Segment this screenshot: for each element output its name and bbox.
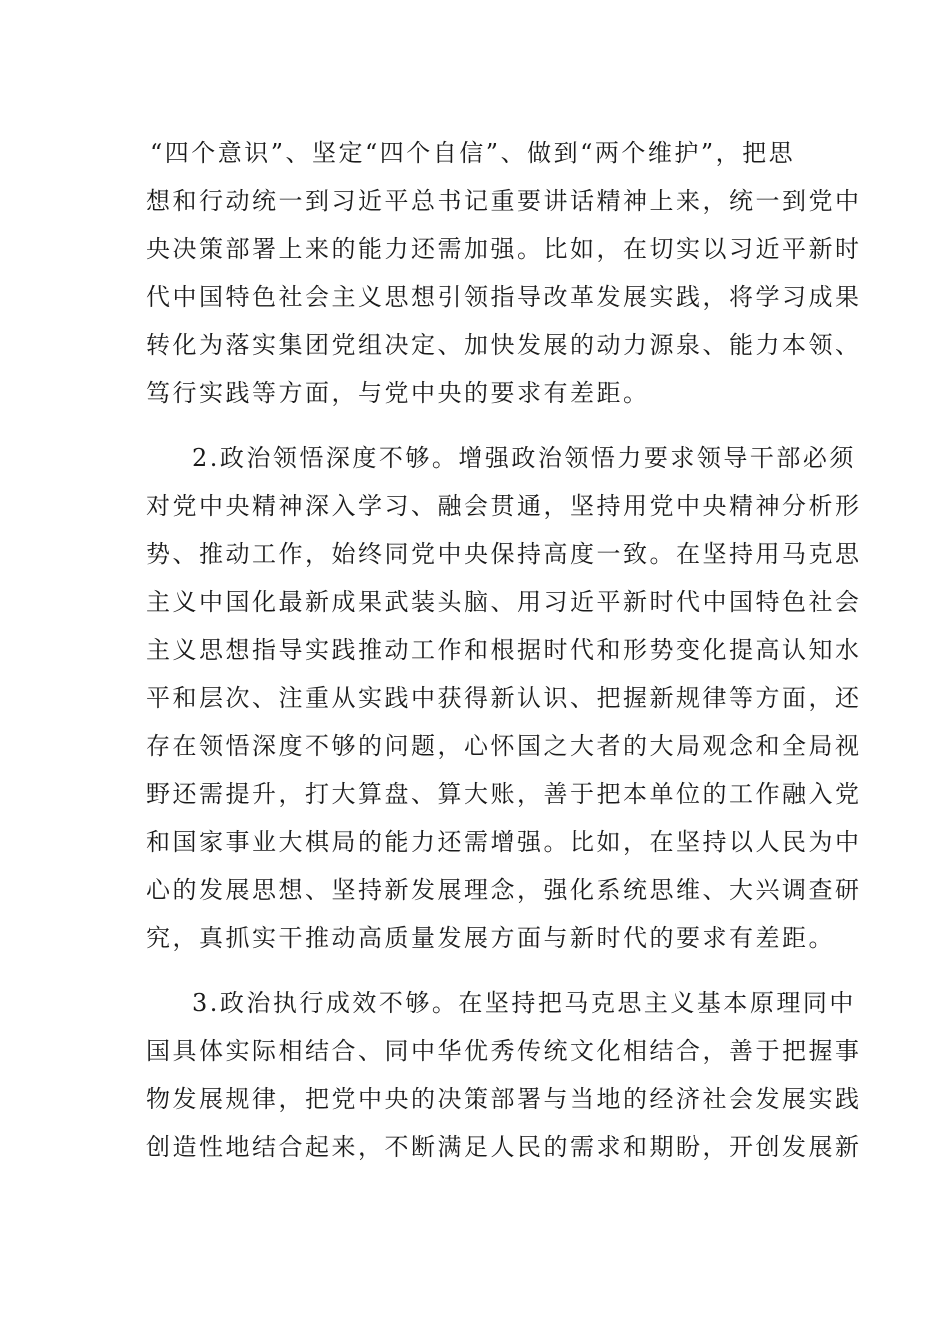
text-line-14: 野还需提升，打大算盘、算大账，善于把本单位的工作融入党 [146,780,862,808]
text-line-11: 主义思想指导实践推动工作和根据时代和形势变化提高认知水 [146,636,862,664]
text-line-10: 主义中国化最新成果武装头脑、用习近平新时代中国特色社会 [146,588,862,616]
text-line-9: 势、推动工作，始终同党中央保持高度一致。在坚持用马克思 [146,540,862,568]
text-line-3: 央决策部署上来的能力还需加强。比如，在切实以习近平新时 [146,235,862,263]
text-line-1: “四个意识”、坚定“四个自信”、做到“两个维护”，把思 [150,139,796,167]
text-line-12: 平和层次、注重从实践中获得新认识、把握新规律等方面，还 [146,684,862,712]
text-line-19: 国具体实际相结合、同中华优秀传统文化相结合，善于把握事 [146,1037,862,1065]
text-line-2: 想和行动统一到习近平总书记重要讲话精神上来，统一到党中 [146,187,862,215]
text-line-17: 究，真抓实干推动高质量发展方面与新时代的要求有差距。 [146,924,835,952]
text-line-7: 2.政治领悟深度不够。增强政治领悟力要求领导干部必须 [192,444,856,472]
text-line-16: 心的发展思想、坚持新发展理念，强化系统思维、大兴调查研 [146,876,862,904]
text-line-5: 转化为落实集团党组决定、加快发展的动力源泉、能力本领、 [146,331,862,359]
text-line-13: 存在领悟深度不够的问题，心怀国之大者的大局观念和全局视 [146,732,862,760]
text-line-6: 笃行实践等方面，与党中央的要求有差距。 [146,379,650,407]
text-line-20: 物发展规律，把党中央的决策部署与当地的经济社会发展实践 [146,1085,862,1113]
text-line-8: 对党中央精神深入学习、融会贯通，坚持用党中央精神分析形 [146,492,862,520]
text-line-18: 3.政治执行成效不够。在坚持把马克思主义基本原理同中 [192,989,856,1017]
text-line-15: 和国家事业大棋局的能力还需增强。比如，在坚持以人民为中 [146,828,862,856]
text-line-21: 创造性地结合起来，不断满足人民的需求和期盼，开创发展新 [146,1133,862,1161]
text-line-4: 代中国特色社会主义思想引领指导改革发展实践，将学习成果 [146,283,862,311]
